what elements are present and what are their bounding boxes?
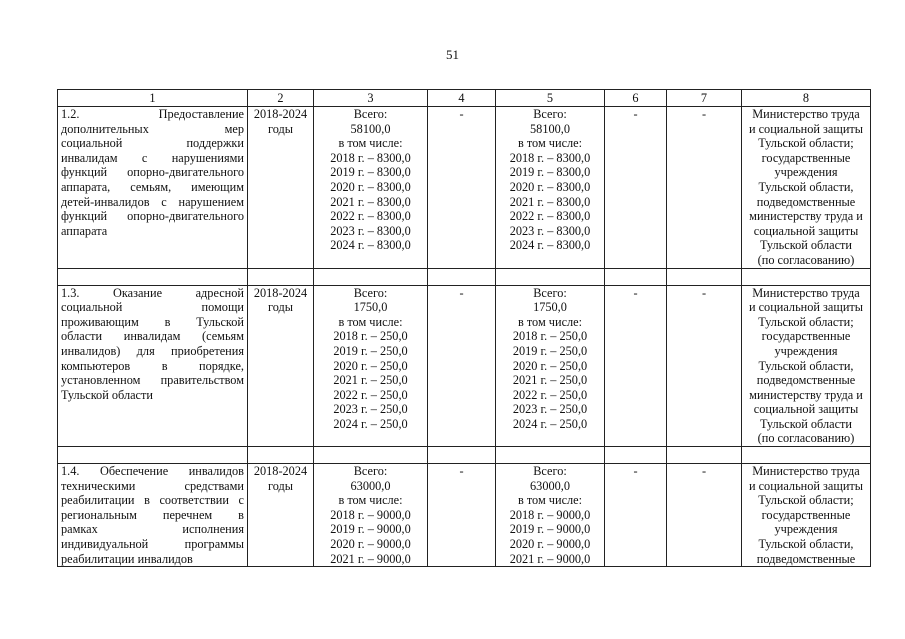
activity-description-line: региональным перечнем в	[61, 507, 244, 522]
activity-description-line: области инвалидам (семьям	[61, 329, 244, 344]
period-cell-line: 2018-2024	[253, 285, 308, 300]
funding-column-5-cell-line: Всего:	[533, 464, 567, 479]
executor-cell-line: Тульской области,	[758, 358, 854, 373]
executor-cell-line: и социальной защиты	[748, 300, 864, 315]
spacer-cell	[667, 447, 742, 464]
funding-column-5-cell-line: 2020 г. – 9000,0	[509, 537, 591, 552]
funding-total-cell-line: 2022 г. – 250,0	[333, 387, 408, 402]
column-7-cell: -	[667, 285, 742, 447]
executor-cell-line: Министерство труда	[752, 464, 860, 479]
table-row	[58, 107, 871, 269]
executor-cell-line: и социальной защиты	[748, 478, 864, 493]
funding-column-5-cell-line: 2021 г. – 9000,0	[509, 551, 591, 566]
spacer-cell	[248, 447, 314, 464]
activity-description-line: социальной помощи	[61, 300, 244, 315]
funding-column-5-cell-line: 2023 г. – 8300,0	[509, 223, 591, 238]
funding-total-cell-line: 63000,0	[350, 478, 391, 493]
funding-total-cell-line: 2022 г. – 8300,0	[330, 209, 411, 224]
funding-column-5-cell-line: 1750,0	[533, 300, 567, 315]
spacer-cell	[58, 447, 248, 464]
activity-description-line: функций опорно-двигательного	[61, 165, 244, 180]
funding-column-5-cell-line: 2021 г. – 8300,0	[509, 194, 591, 209]
activity-description-line: Тульской области	[61, 387, 153, 402]
executor-cell	[742, 464, 871, 567]
activity-description-line: функций опорно-двигательного	[61, 209, 244, 224]
period-cell	[248, 107, 314, 269]
column-header-7: 7	[667, 90, 742, 107]
executor-cell-line: учреждения	[774, 343, 838, 358]
executor-cell-line: государственные	[761, 507, 851, 522]
period-cell-line: 2018-2024	[253, 107, 308, 121]
activity-description-line: социальной поддержки	[61, 136, 244, 151]
funding-column-5-cell-line: 2020 г. – 8300,0	[509, 179, 591, 194]
executor-cell-line: Тульской области,	[758, 537, 854, 552]
executor-cell-line: министерству труда и	[749, 209, 863, 224]
page-number: 51	[446, 47, 459, 62]
executor-cell-line: учреждения	[774, 522, 838, 537]
column-6-cell: -	[605, 464, 667, 567]
period-cell-line: годы	[267, 300, 294, 315]
executor-cell-line: учреждения	[774, 165, 838, 180]
executor-cell-line: Тульской области	[760, 238, 852, 253]
spacer-cell	[605, 268, 667, 285]
period-cell-line: годы	[267, 121, 294, 136]
funding-column-5-cell-line: 2024 г. – 250,0	[512, 416, 588, 431]
funding-column-5-cell-line: 2021 г. – 250,0	[512, 373, 588, 388]
spacer-cell	[742, 447, 871, 464]
funding-column-5-cell-line: 2024 г. – 8300,0	[509, 238, 591, 253]
activity-description-line: установленном правительством	[61, 373, 244, 388]
funding-total-cell-line: 2023 г. – 8300,0	[330, 223, 411, 238]
executor-cell-line: Тульской области;	[758, 136, 854, 151]
activity-description-line: реабилитации в соответствии с	[61, 493, 244, 508]
funding-total-cell-line: в том числе:	[338, 314, 403, 329]
executor-cell-line: Тульской области,	[758, 179, 854, 194]
funding-total-cell-line: Всего:	[353, 285, 388, 300]
executor-cell-line: социальной защиты	[753, 223, 859, 238]
executor-cell-line: (по согласованию)	[757, 431, 855, 446]
column-header-2: 2	[248, 90, 314, 107]
executor-cell-line: Тульской области;	[758, 314, 854, 329]
funding-total-cell-line: 2023 г. – 250,0	[333, 402, 408, 417]
funding-column-5-cell	[496, 285, 605, 447]
column-header-5: 5	[496, 90, 605, 107]
spacer-cell	[58, 268, 248, 285]
activity-description	[58, 107, 248, 269]
funding-total-cell-line: 2020 г. – 250,0	[333, 358, 408, 373]
program-activities-table	[57, 89, 871, 567]
activity-description-line: техническими средствами	[61, 478, 244, 493]
activity-description	[58, 285, 248, 447]
row-spacer	[58, 447, 871, 464]
funding-total-cell-line: 2020 г. – 8300,0	[330, 179, 411, 194]
executor-cell-line: Министерство труда	[752, 107, 860, 121]
table-row	[58, 464, 871, 567]
activity-description-line: дополнительных мер	[61, 121, 244, 136]
column-4-cell: -	[428, 107, 496, 269]
funding-total-cell-line: 2018 г. – 9000,0	[330, 507, 411, 522]
funding-column-5-cell-line: 2020 г. – 250,0	[512, 358, 588, 373]
column-7-cell: -	[667, 107, 742, 269]
executor-cell-line: государственные	[761, 150, 851, 165]
activity-description-line: 1.2. Предоставление	[61, 107, 244, 121]
column-6-cell: -	[605, 107, 667, 269]
activity-description-line: компьютеров в порядке,	[61, 358, 244, 373]
activity-description-line: проживающим в Тульской	[61, 314, 244, 329]
funding-column-5-cell-line: 2022 г. – 250,0	[512, 387, 588, 402]
funding-column-5-cell	[496, 107, 605, 269]
activity-description-line: 1.3. Оказание адресной	[61, 285, 244, 300]
funding-total-cell-line: 58100,0	[350, 121, 391, 136]
funding-total-cell-line: в том числе:	[338, 493, 403, 508]
table-row	[58, 285, 871, 447]
activity-description-line: реабилитации инвалидов	[61, 551, 193, 566]
funding-column-5-cell-line: в том числе:	[517, 314, 583, 329]
funding-column-5-cell-line: 2018 г. – 9000,0	[509, 507, 591, 522]
column-7-cell: -	[667, 464, 742, 567]
funding-total-cell-line: 2021 г. – 8300,0	[330, 194, 411, 209]
period-cell-line: 2018-2024	[253, 464, 308, 479]
column-4-cell: -	[428, 285, 496, 447]
funding-column-5-cell-line: 2018 г. – 250,0	[512, 329, 588, 344]
funding-total-cell-line: в том числе:	[338, 136, 403, 151]
executor-cell-line: и социальной защиты	[748, 121, 864, 136]
activity-description-line: детей-инвалидов с нарушением	[61, 194, 244, 209]
funding-column-5-cell-line: 58100,0	[530, 121, 570, 136]
funding-column-5-cell-line: Всего:	[533, 285, 567, 300]
executor-cell-line: государственные	[761, 329, 851, 344]
spacer-cell	[314, 268, 428, 285]
column-header-1: 1	[58, 90, 248, 107]
funding-column-5-cell-line: 2022 г. – 8300,0	[509, 209, 591, 224]
column-4-cell: -	[428, 464, 496, 567]
funding-column-5-cell-line: 2019 г. – 250,0	[512, 343, 588, 358]
period-cell-line: годы	[267, 478, 294, 493]
executor-cell-line: министерству труда и	[749, 387, 863, 402]
spacer-cell	[667, 268, 742, 285]
executor-cell-line: Тульской области	[760, 416, 852, 431]
activity-description-line: аппарата, семьям, имеющим	[61, 179, 244, 194]
row-spacer	[58, 268, 871, 285]
funding-column-5-cell-line: 2019 г. – 9000,0	[509, 522, 591, 537]
column-header-4: 4	[428, 90, 496, 107]
funding-column-5-cell-line: 2023 г. – 250,0	[512, 402, 588, 417]
spacer-cell	[496, 447, 605, 464]
table-header-row	[58, 90, 871, 107]
funding-total-cell-line: 2024 г. – 250,0	[333, 416, 408, 431]
funding-column-5-cell-line: 2018 г. – 8300,0	[509, 150, 591, 165]
executor-cell-line: подведомственные	[756, 551, 856, 566]
funding-total-cell-line: 2019 г. – 9000,0	[330, 522, 411, 537]
column-header-8: 8	[742, 90, 871, 107]
period-cell	[248, 464, 314, 567]
funding-total-cell-line: 2018 г. – 250,0	[333, 329, 408, 344]
funding-total-cell	[314, 107, 428, 269]
activity-description-line: аппарата	[61, 223, 108, 238]
funding-total-cell-line: 2019 г. – 250,0	[333, 343, 408, 358]
activity-description-line: рамках исполнения	[61, 522, 244, 537]
funding-total-cell-line: 2020 г. – 9000,0	[330, 537, 411, 552]
executor-cell-line: подведомственные	[756, 194, 856, 209]
executor-cell-line: Министерство труда	[752, 285, 860, 300]
funding-total-cell-line: 2021 г. – 250,0	[333, 373, 408, 388]
funding-column-5-cell-line: Всего:	[533, 107, 567, 121]
funding-column-5-cell-line: 2019 г. – 8300,0	[509, 165, 591, 180]
funding-column-5-cell-line: 63000,0	[530, 478, 570, 493]
executor-cell	[742, 107, 871, 269]
activity-description-line: инвалидам с нарушениями	[61, 150, 244, 165]
funding-total-cell	[314, 285, 428, 447]
funding-total-cell-line: 2021 г. – 9000,0	[330, 551, 411, 566]
activity-description-line: инвалидов) для приобретения	[61, 343, 244, 358]
spacer-cell	[248, 268, 314, 285]
period-cell	[248, 285, 314, 447]
spacer-cell	[742, 268, 871, 285]
funding-total-cell-line: Всего:	[353, 107, 388, 121]
column-6-cell: -	[605, 285, 667, 447]
executor-cell-line: Тульской области;	[758, 493, 854, 508]
activity-description	[58, 464, 248, 567]
spacer-cell	[496, 268, 605, 285]
funding-total-cell	[314, 464, 428, 567]
funding-total-cell-line: 2018 г. – 8300,0	[330, 150, 411, 165]
funding-total-cell-line: Всего:	[353, 464, 388, 479]
executor-cell-line: социальной защиты	[753, 402, 859, 417]
executor-cell-line: подведомственные	[756, 373, 856, 388]
funding-column-5-cell	[496, 464, 605, 567]
executor-cell	[742, 285, 871, 447]
activity-description-line: 1.4. Обеспечение инвалидов	[61, 464, 244, 479]
executor-cell-line: (по согласованию)	[757, 252, 855, 267]
spacer-cell	[314, 447, 428, 464]
funding-total-cell-line: 2019 г. – 8300,0	[330, 165, 411, 180]
spacer-cell	[428, 268, 496, 285]
column-header-3: 3	[314, 90, 428, 107]
funding-column-5-cell-line: в том числе:	[517, 136, 583, 151]
column-header-6: 6	[605, 90, 667, 107]
spacer-cell	[605, 447, 667, 464]
funding-total-cell-line: 1750,0	[353, 300, 388, 315]
funding-column-5-cell-line: в том числе:	[517, 493, 583, 508]
spacer-cell	[428, 447, 496, 464]
funding-total-cell-line: 2024 г. – 8300,0	[330, 238, 411, 253]
activity-description-line: индивидуальной программы	[61, 537, 244, 552]
